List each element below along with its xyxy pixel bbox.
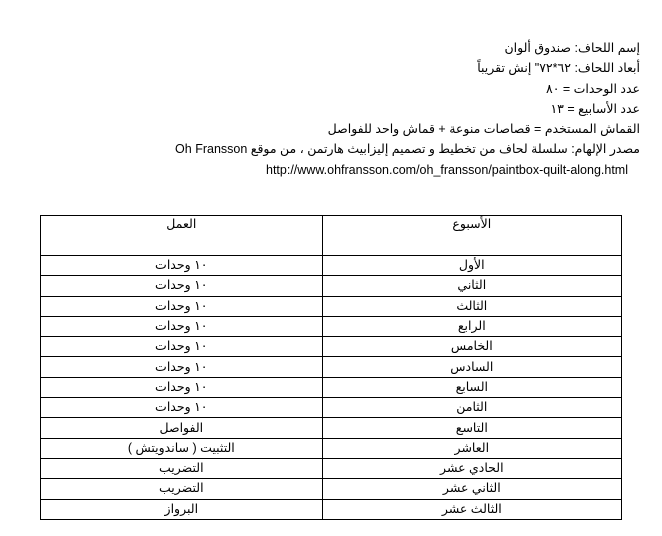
work-cell: ١٠ وحدات [41, 398, 323, 418]
table-row [41, 337, 622, 357]
work-cell: البرواز [41, 499, 323, 519]
table-row [41, 296, 622, 316]
table-body [41, 256, 622, 520]
table-row [41, 316, 622, 336]
quilt-name: إسم اللحاف: صندوق ألوان [504, 41, 640, 55]
table-row [41, 418, 622, 438]
table-row [41, 357, 622, 377]
quilt-dimensions: أبعاد اللحاف: ٦٢*٧٢" إنش تقريباً [477, 61, 640, 76]
table-row [41, 438, 622, 458]
work-cell: ١٠ وحدات [41, 337, 323, 357]
weeks-count: عدد الأسابيع = ١٣ [550, 101, 640, 116]
fabric-used: القماش المستخدم = قصاصات منوعة + قماش واحد للفواصل [327, 122, 640, 137]
week-cell: السابع [322, 377, 621, 397]
inspiration-source: مصدر الإلهام: سلسلة لحاف من تخطيط و تصميم إليزابيث هارتمن ، من موقع Oh Fransson [175, 142, 640, 157]
quilt-info [40, 38, 640, 180]
table-row [41, 398, 622, 418]
work-cell: ١٠ وحدات [41, 296, 323, 316]
source-url[interactable]: http://www.ohfransson.com/oh_fransson/paintbox-quilt-along.html [266, 162, 628, 177]
work-cell: ١٠ وحدات [41, 377, 323, 397]
table-header-row [41, 216, 622, 256]
week-cell: الرابع [322, 316, 621, 336]
week-cell: الثامن [322, 398, 621, 418]
work-cell: التثبيت ( ساندويتش ) [41, 438, 323, 458]
table-row [41, 276, 622, 296]
week-column-header: الأسبوع [322, 216, 621, 256]
week-cell: الثالث [322, 296, 621, 316]
week-cell: الأول [322, 256, 621, 276]
table-row [41, 479, 622, 499]
week-cell: الخامس [322, 337, 621, 357]
week-cell: الثاني عشر [322, 479, 621, 499]
week-cell: الحادي عشر [322, 458, 621, 478]
weekly-schedule-table [40, 215, 622, 520]
week-cell: التاسع [322, 418, 621, 438]
work-cell: التضريب [41, 479, 323, 499]
work-cell: ١٠ وحدات [41, 316, 323, 336]
table-row [41, 377, 622, 397]
work-cell: ١٠ وحدات [41, 276, 323, 296]
week-cell: السادس [322, 357, 621, 377]
table-row [41, 458, 622, 478]
table-row [41, 499, 622, 519]
week-cell: العاشر [322, 438, 621, 458]
work-cell: ١٠ وحدات [41, 357, 323, 377]
units-count: عدد الوحدات = ٨٠ [545, 81, 640, 96]
work-cell: الفواصل [41, 418, 323, 438]
week-cell: الثاني [322, 276, 621, 296]
work-cell: ١٠ وحدات [41, 256, 323, 276]
week-cell: الثالث عشر [322, 499, 621, 519]
work-cell: التضريب [41, 458, 323, 478]
table-row [41, 256, 622, 276]
work-column-header: العمل [41, 216, 323, 256]
